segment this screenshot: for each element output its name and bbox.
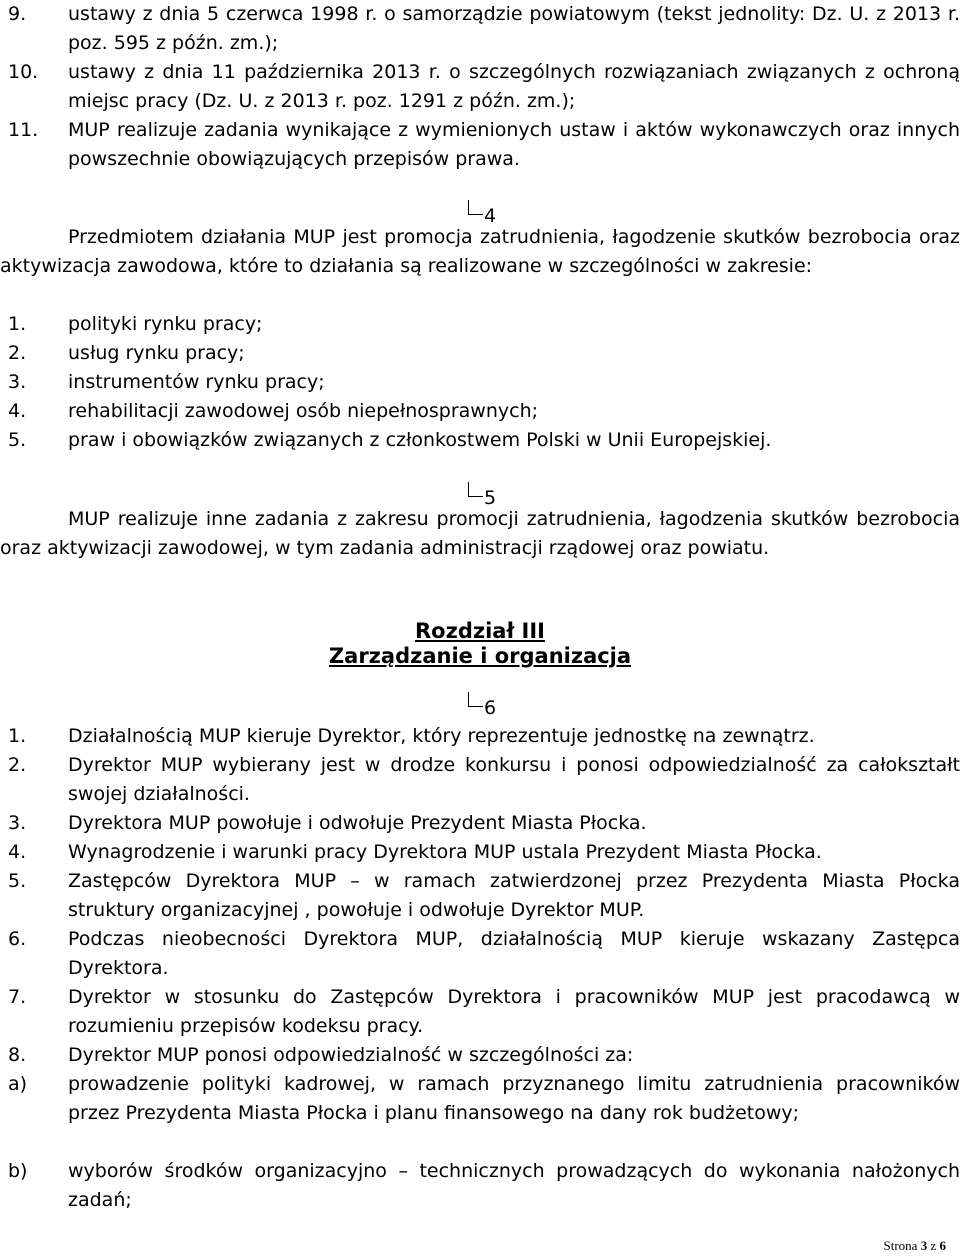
section-6-heading [0,694,960,722]
item-text: Dyrektor w stosunku do Zastępców Dyrektora i pracowników MUP jest pracodawcą w rozumieniu przepisów kodeksu pracy. [68,986,960,1037]
item-label: 11. [8,119,39,141]
item-text: usług rynku pracy; [68,342,245,364]
footer-page-total: 6 [939,1238,946,1253]
item-text: Dyrektora MUP powołuje i odwołuje Prezydent Miasta Płocka. [68,812,647,834]
list-item [0,838,960,867]
item-label: 7. [8,986,27,1008]
list-item [0,809,960,838]
chapter-number: Rozdział III [415,619,545,643]
item-label: 9. [8,3,27,25]
item-text: Wynagrodzenie i warunki pracy Dyrektora MUP ustala Prezydent Miasta Płocka. [68,841,822,863]
list-item [0,1070,960,1128]
item-label: 8. [8,1044,27,1066]
section-4-intro: Przedmiotem działania MUP jest promocja zatrudnienia, łagodzenie skutków bezrobocia oraz aktywizacja zawodowa, które to działania są realizowane w szczególności w zakresie: [0,226,960,277]
list-item [0,722,960,751]
section-number: 6 [483,697,497,719]
item-label: b) [8,1160,28,1182]
list-item [0,368,960,397]
item-label: 10. [8,61,39,83]
list-item [0,983,960,1041]
list-item [0,310,960,339]
footer-page-number: 3 [920,1238,928,1253]
item-text: polityki rynku pracy; [68,313,263,335]
item-label: 3. [8,812,27,834]
item-label: 5. [8,429,27,451]
item-label: a) [8,1073,28,1095]
item-label: 2. [8,342,27,364]
item-label: 1. [8,725,27,747]
section-number: 4 [483,205,497,227]
list-item [0,1041,960,1070]
item-text: ustawy z dnia 5 czerwca 1998 r. o samorządzie powiatowym (tekst jednolity: Dz. U. z 2013 r. poz. 595 z późn. zm.); [68,3,960,54]
item-label: 6. [8,928,27,950]
item-text: rehabilitacji zawodowej osób niepełnosprawnych; [68,400,539,422]
item-text: Podczas nieobecności Dyrektora MUP, działalnością MUP kieruje wskazany Zastępca Dyrektora. [68,928,960,979]
list-item [0,426,960,455]
list-item [0,339,960,368]
chapter-subtitle-text: Zarządzanie i organizacja [328,644,632,668]
section-5-text: MUP realizuje inne zadania z zakresu promocji zatrudnienia, łagodzenia skutków bezrobocia oraz aktywizacji zawodowej, w tym zadania administracji rządowej oraz powiatu. [0,508,960,559]
item-text: Dyrektor MUP ponosi odpowiedzialność w szczególności za: [68,1044,634,1066]
chapter-title [0,617,960,645]
page-footer [884,1238,946,1254]
item-text: MUP realizuje zadania wynikające z wymienionych ustaw i aktów wykonawczych oraz innych powszechnie obowiązujących przepisów prawa. [68,119,960,170]
item-label: 4. [8,400,27,422]
item-text: wyborów środków organizacyjno – technicznych prowadzących do wykonania nałożonych zadań; [68,1160,960,1211]
list-item [0,751,960,809]
item-label: 2. [8,754,27,776]
item-text: Dyrektor MUP wybierany jest w drodze konkursu i ponosi odpowiedzialność za całokształt swojej działalności. [68,754,960,805]
item-text: ustawy z dnia 11 października 2013 r. o szczególnych rozwiązaniach związanych z ochroną miejsc pracy (Dz. U. z 2013 r. poz. 1291 z późn. zm.); [68,61,960,112]
footer-page-word: Strona [883,1238,918,1253]
item-text: Działalnością MUP kieruje Dyrektor, który reprezentuje jednostkę na zewnątrz. [68,725,815,747]
item-text: Zastępców Dyrektora MUP – w ramach zatwierdzonej przez Prezydenta Miasta Płocka struktury organizacyjnej , powołuje i odwołuje Dyrektor MUP. [68,870,960,921]
item-label: 1. [8,313,27,335]
list-item [0,925,960,983]
list-item-10 [0,58,960,116]
item-text: prowadzenie polityki kadrowej, w ramach przyznanego limitu zatrudnienia pracowników przez Prezydenta Miasta Płocka i planu finansowego na dany rok budżetowy; [68,1073,960,1124]
item-label: 4. [8,841,27,863]
list-item [0,1157,960,1215]
list-item-9 [0,0,960,58]
item-label: 5. [8,870,27,892]
item-label: 3. [8,371,27,393]
section-number: 5 [483,487,497,509]
item-text: praw i obowiązków związanych z członkostwem Polski w Unii Europejskiej. [68,429,772,451]
list-item-11 [0,116,960,174]
footer-of-word: z [930,1238,937,1253]
list-item [0,867,960,925]
list-item [0,397,960,426]
section-mark [464,694,496,722]
item-text: instrumentów rynku pracy; [68,371,325,393]
chapter-subtitle [0,642,960,670]
